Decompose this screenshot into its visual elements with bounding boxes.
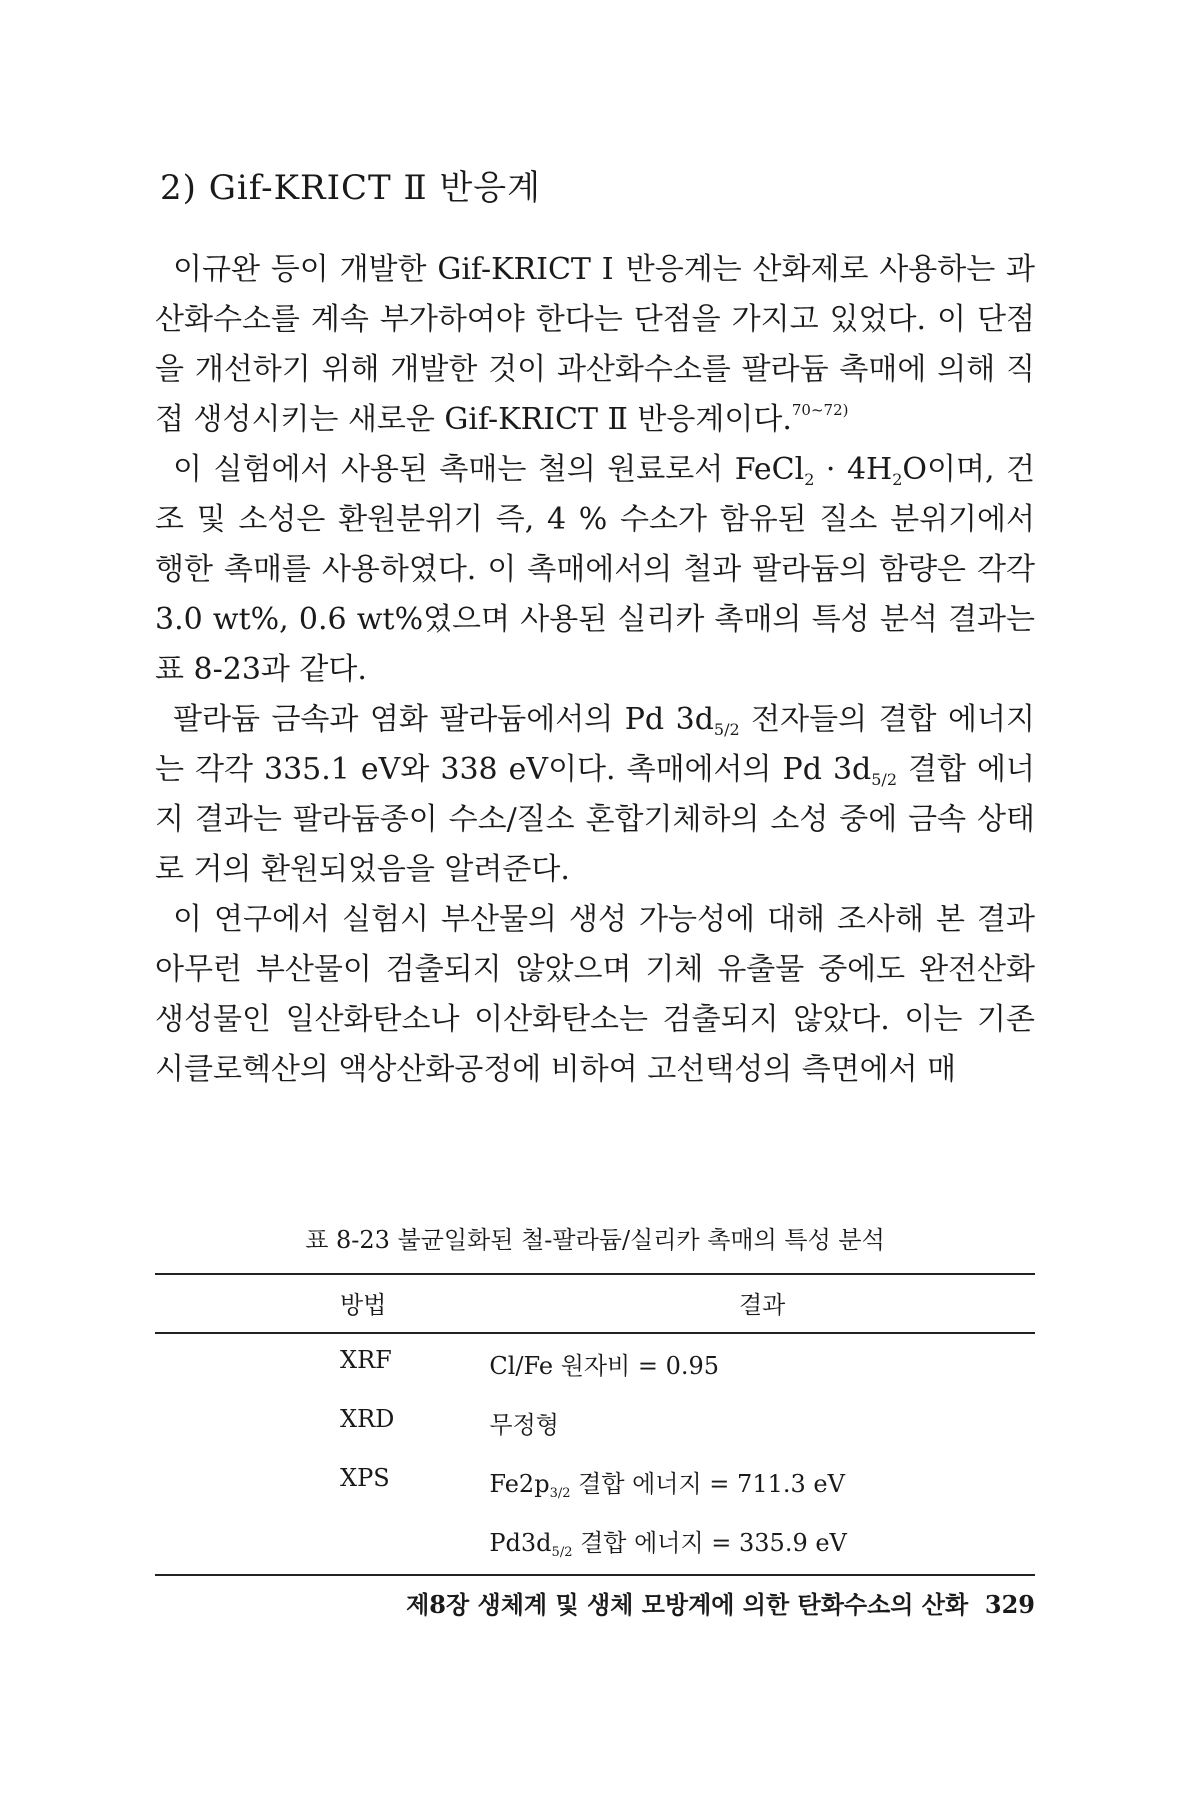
page-number: 329: [984, 1590, 1035, 1619]
result-subscript: 5/2: [551, 1545, 573, 1560]
running-footer: [155, 1585, 1035, 1620]
result-text-a: Fe2p: [489, 1470, 550, 1498]
table-row: [155, 1393, 1035, 1452]
subscript: 5/2: [871, 770, 897, 789]
body-text: [155, 245, 1035, 1095]
table-cell-method: XRD: [340, 1405, 395, 1433]
table-container: [155, 1273, 1035, 1576]
table-header-result: 결과: [489, 1274, 1035, 1333]
table-cell-method: XRF: [340, 1346, 392, 1374]
table-row: [155, 1511, 1035, 1575]
result-text: Cl/Fe 원자비 = 0.95: [489, 1352, 720, 1380]
subscript: 2: [892, 470, 903, 489]
characterization-table: [155, 1273, 1035, 1576]
footer-chapter-title: 제8장 생체계 및 생체 모방계에 의한 탄화수소의 산화: [406, 1590, 969, 1619]
table-header-method: 방법: [155, 1274, 489, 1333]
paragraph-2: [155, 445, 1035, 695]
result-text-b: 결합 에너지 = 335.9 eV: [572, 1529, 847, 1557]
paragraph-3: [155, 695, 1035, 895]
subscript: 2: [804, 470, 815, 489]
paragraph-1: [155, 245, 1035, 445]
table-row: [155, 1333, 1035, 1393]
table-row: [155, 1452, 1035, 1511]
result-subscript: 3/2: [549, 1486, 571, 1501]
table-header-row: [155, 1274, 1035, 1333]
paragraph-3-text-c: 결합 에너지 결과는 팔라듐종이 수소/질소 혼합기체하의 소성 중에 금속 상태로 거의 환원되었음을 알려준다.: [155, 752, 1035, 887]
paragraph-3-text-a: 팔라듐 금속과 염화 팔라듐에서의 Pd 3d: [173, 702, 714, 737]
section-title: 2) Gif-KRICT Ⅱ 반응계: [160, 168, 541, 208]
paragraph-2-text-c: O이며, 건조 및 소성은 환원분위기 즉, 4 % 수소가 함유된 질소 분위기에서 행한 촉매를 사용하였다. 이 촉매에서의 철과 팔라듐의 함량은 각각 3.0 wt%, 0.6 wt%였으며 사용된 실리카 촉매의 특성 분석 결과는 표 8-23과 같다.: [155, 452, 1035, 687]
paragraph-2-text-b: · 4H: [814, 452, 893, 487]
paragraph-1-text: 이규완 등이 개발한 Gif-KRICT Ⅰ 반응계는 산화제로 사용하는 과산화수소를 계속 부가하여야 한다는 단점을 가지고 있었다. 이 단점을 개선하기 위해 개발한 것이 과산화수소를 팔라듐 촉매에 의해 직접 생성시키는 새로운 Gif-KRICT Ⅱ 반응계이다.: [155, 252, 1035, 437]
table-cell-result: [489, 1393, 1035, 1452]
result-text-a: Pd3d: [489, 1529, 552, 1557]
result-text: 무정형: [489, 1411, 559, 1439]
paragraph-2-text-a: 이 실험에서 사용된 촉매는 철의 원료로서 FeCl: [173, 452, 805, 487]
table-cell-result: [489, 1452, 1035, 1511]
paragraph-4: [155, 895, 1035, 1095]
table-cell-result: [489, 1333, 1035, 1393]
reference-superscript: 70~72): [791, 401, 849, 419]
result-text-b: 결합 에너지 = 711.3 eV: [570, 1470, 845, 1498]
paragraph-3-text-b: 전자들의 결합 에너지는 각각 335.1 eV와 338 eV이다. 촉매에서의 Pd 3d: [155, 702, 1035, 787]
table-cell-result: [489, 1511, 1035, 1575]
table-cell-method: [155, 1511, 489, 1575]
table-cell-method: XPS: [340, 1464, 390, 1492]
paragraph-4-text: 이 연구에서 실험시 부산물의 생성 가능성에 대해 조사해 본 결과 아무런 부산물이 검출되지 않았으며 기체 유출물 중에도 완전산화 생성물인 일산화탄소나 이산화탄소는 검출되지 않았다. 이는 기존 시클로헥산의 액상산화공정에 비하여 고선택성의 측면에서 매: [155, 902, 1035, 1087]
subscript: 5/2: [713, 720, 740, 739]
table-caption: 표 8-23 불균일화된 철-팔라듐/실리카 촉매의 특성 분석: [305, 1226, 885, 1254]
